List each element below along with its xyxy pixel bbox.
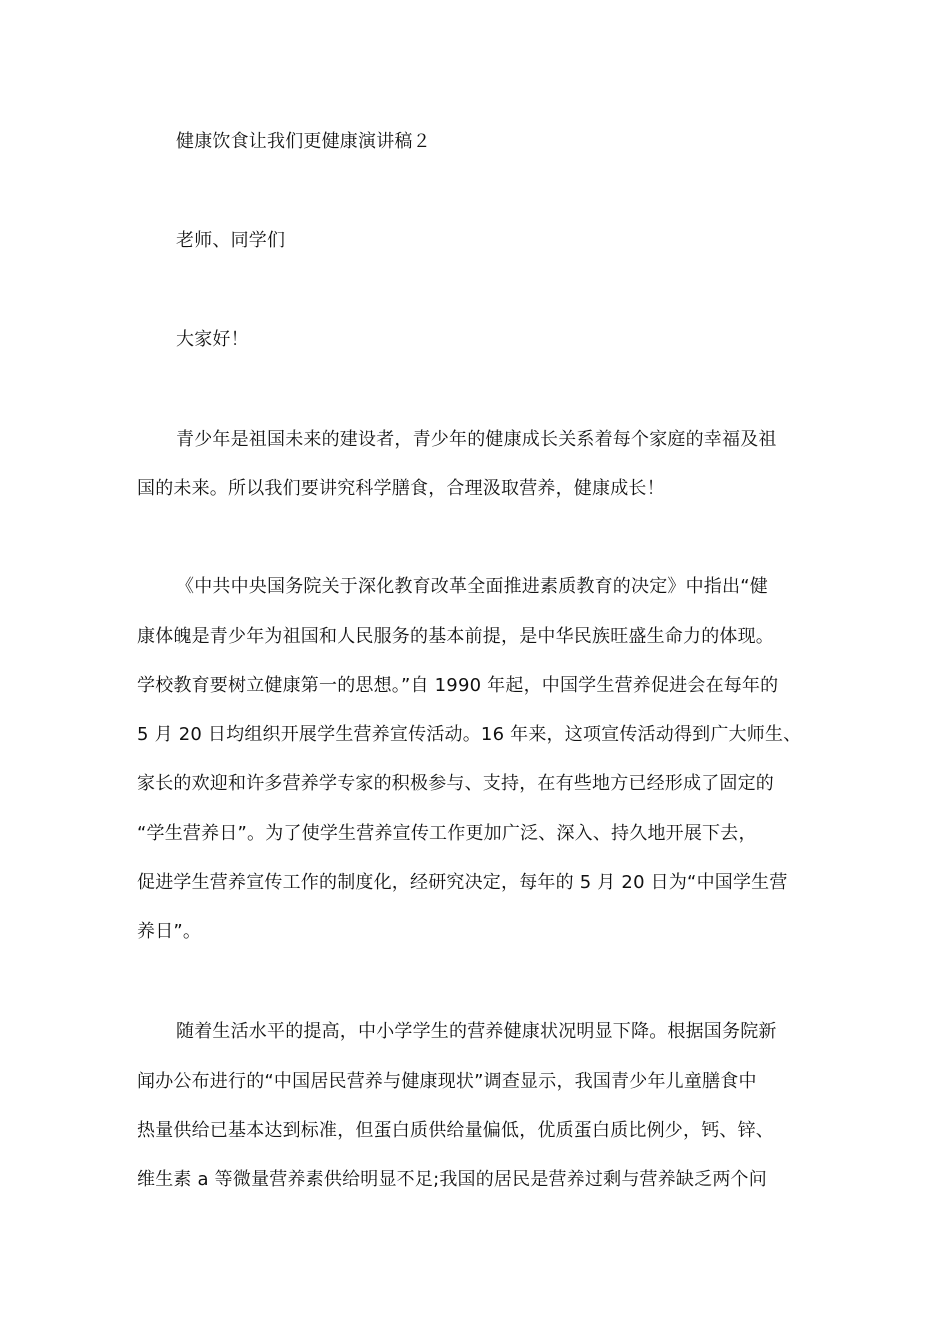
paragraph-2-line: 养日”。 — [137, 921, 202, 942]
paragraph-1-line: 青少年是祖国未来的建设者，青少年的健康成长关系着每个家庭的幸福及祖 — [176, 429, 777, 450]
greeting: 大家好！ — [176, 329, 249, 350]
paragraph-3-line: 随着生活水平的提高，中小学学生的营养健康状况明显下降。根据国务院新 — [176, 1021, 777, 1042]
paragraph-2-line: 5 月 20 日均组织开展学生营养宣传活动。16 年来，这项宣传活动得到广大师生、 — [137, 724, 802, 745]
salutation: 老师、同学们 — [176, 230, 286, 251]
document-title: 健康饮食让我们更健康演讲稿２ — [176, 131, 431, 152]
paragraph-3-line: 闻办公布进行的“中国居民营养与健康现状”调查显示，我国青少年儿童膳食中 — [137, 1071, 757, 1092]
paragraph-3-line: 热量供给已基本达到标准，但蛋白质供给量偏低，优质蛋白质比例少，钙、锌、 — [137, 1120, 774, 1141]
paragraph-2-line: 促进学生营养宣传工作的制度化，经研究决定，每年的 5 月 20 日为“中国学生营 — [137, 872, 788, 893]
paragraph-2-line: 家长的欢迎和许多营养学专家的积极参与、支持，在有些地方已经形成了固定的 — [137, 773, 774, 794]
paragraph-2-line: “学生营养日”。为了使学生营养宣传工作更加广泛、深入、持久地开展下去， — [137, 823, 757, 844]
paragraph-2-line: 学校教育要树立健康第一的思想。”自 1990 年起，中国学生营养促进会在每年的 — [137, 675, 779, 696]
paragraph-2-line: 《中共中央国务院关于深化教育改革全面推进素质教育的决定》中指出“健 — [176, 576, 768, 597]
paragraph-2-line: 康体魄是青少年为祖国和人民服务的基本前提，是中华民族旺盛生命力的体现。 — [137, 626, 774, 647]
paragraph-1-line: 国的未来。所以我们要讲究科学膳食，合理汲取营养，健康成长！ — [137, 478, 665, 499]
paragraph-3-line: 维生素 a 等微量营养素供给明显不足;我国的居民是营养过剩与营养缺乏两个问 — [137, 1169, 767, 1190]
